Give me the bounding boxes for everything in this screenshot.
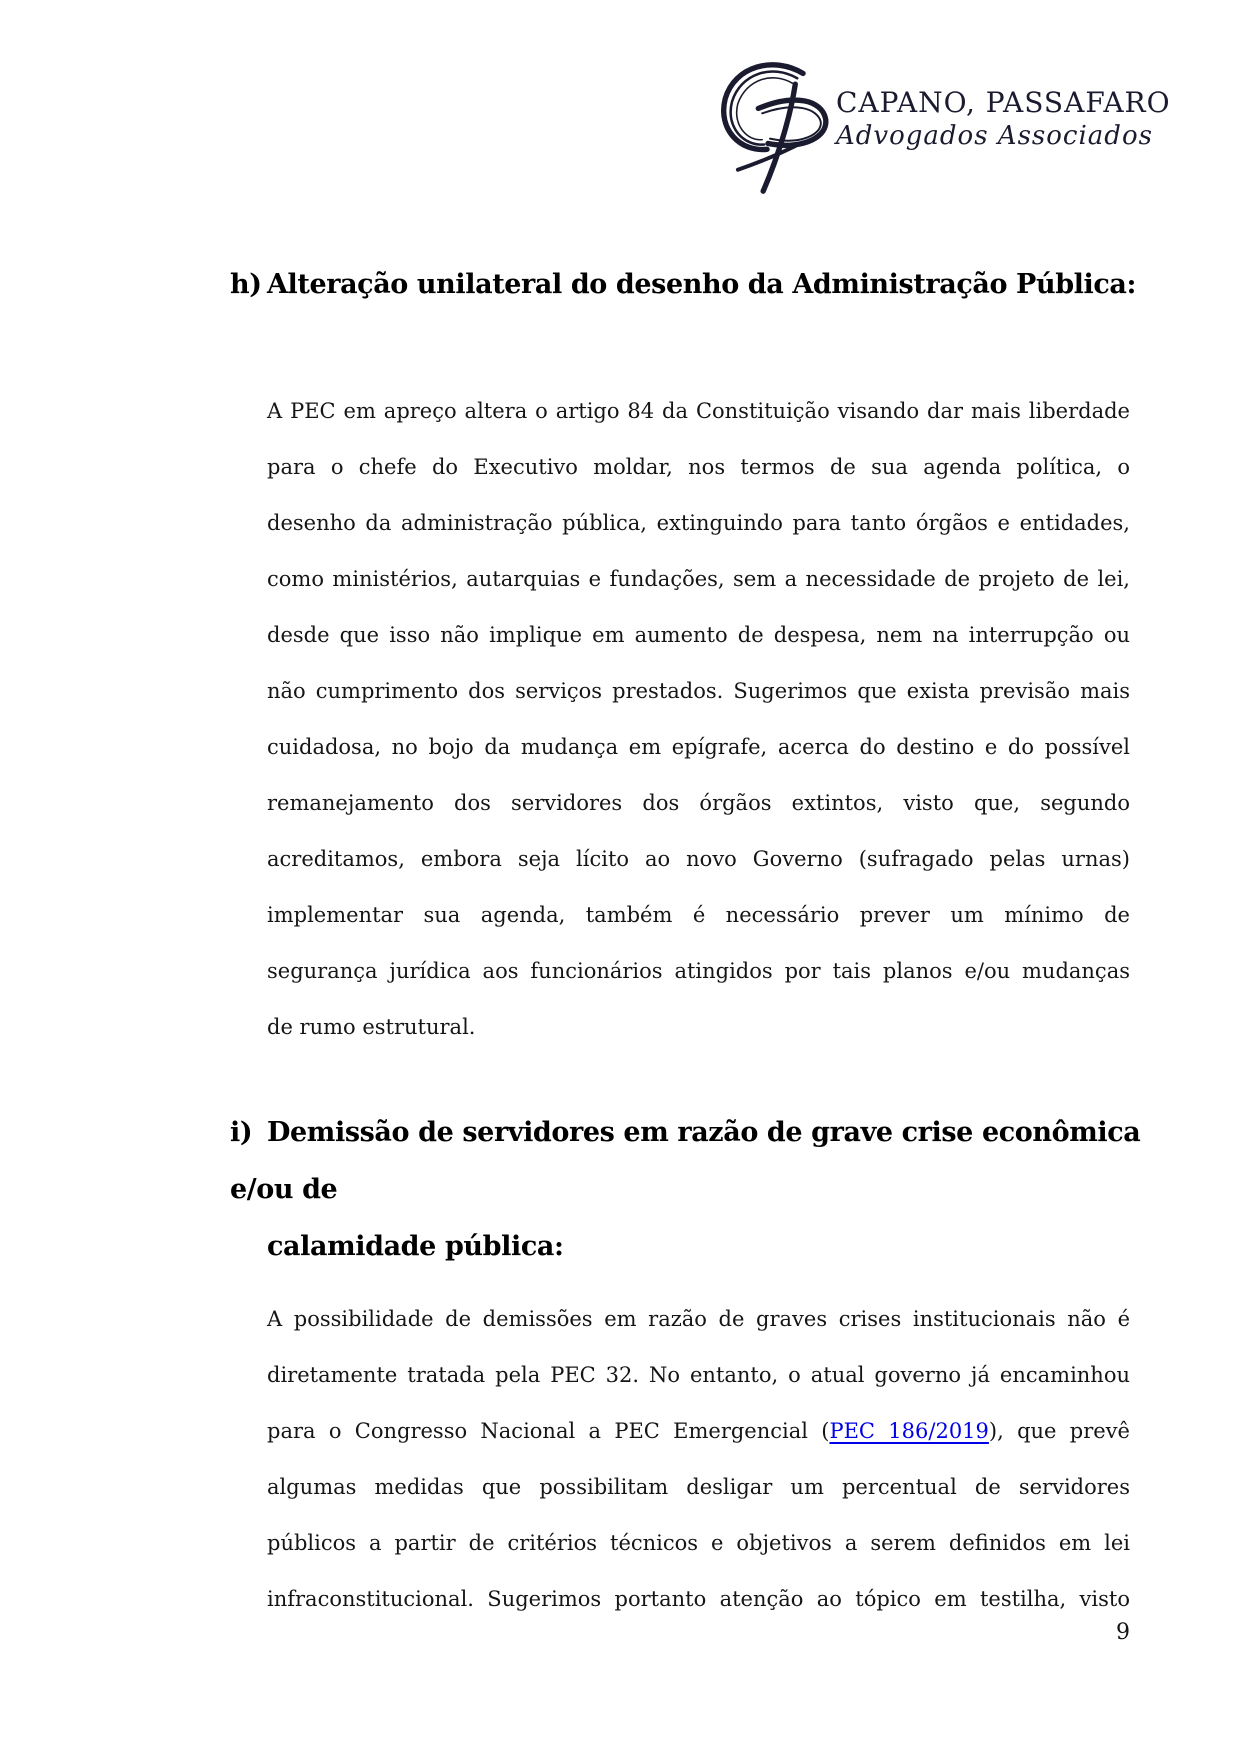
text-line: de rumo estrutural. bbox=[267, 1015, 476, 1039]
text-line: cuidadosa, no bojo da mudança em epígrafe, acerca do destino e do possível bbox=[267, 735, 1130, 759]
text-line: infraconstitucional. Sugerimos portanto atenção ao tópico em testilha, visto bbox=[267, 1587, 1130, 1611]
law-firm-logo bbox=[703, 50, 1171, 200]
logo-firm-name: CAPANO, PASSAFARO bbox=[836, 86, 1171, 119]
section-h-paragraph bbox=[267, 383, 1130, 1055]
text-line: segurança jurídica aos funcionários atingidos por tais planos e/ou mudanças bbox=[267, 959, 1130, 983]
text-line: desde que isso não implique em aumento de despesa, nem na interrupção ou bbox=[267, 623, 1130, 647]
cp-monogram-icon bbox=[703, 52, 835, 198]
text-line: implementar sua agenda, também é necessário prever um mínimo de bbox=[267, 903, 1130, 927]
pec-186-2019-link[interactable]: PEC 186/2019 bbox=[829, 1419, 989, 1443]
section-h-title: Alteração unilateral do desenho da Administração Pública: bbox=[267, 269, 1137, 300]
page-number: 9 bbox=[1116, 1620, 1130, 1645]
text-line: algumas medidas que possibilitam desligar um percentual de servidores bbox=[267, 1475, 1130, 1499]
section-i-label: i) bbox=[230, 1117, 253, 1148]
text-line: A PEC em apreço altera o artigo 84 da Constituição visando dar mais liberdade bbox=[267, 399, 1130, 423]
text-line bbox=[267, 1403, 1130, 1459]
text-segment: ), que prevê bbox=[988, 1419, 1130, 1443]
section-h-heading bbox=[230, 256, 1190, 313]
text-segment: para o Congresso Nacional a PEC Emergencial ( bbox=[267, 1419, 830, 1443]
section-i-paragraph bbox=[267, 1291, 1130, 1627]
logo-text-block bbox=[836, 86, 1171, 151]
logo-subtitle: Advogados Associados bbox=[836, 121, 1153, 151]
text-line: desenho da administração pública, extinguindo para tanto órgãos e entidades, bbox=[267, 511, 1130, 535]
section-i-title-line2: calamidade pública: bbox=[267, 1231, 564, 1262]
text-line: remanejamento dos servidores dos órgãos extintos, visto que, segundo bbox=[267, 791, 1130, 815]
text-line: para o chefe do Executivo moldar, nos termos de sua agenda política, o bbox=[267, 455, 1130, 479]
text-line: como ministérios, autarquias e fundações, sem a necessidade de projeto de lei, bbox=[267, 567, 1130, 591]
text-line: acreditamos, embora seja lícito ao novo Governo (sufragado pelas urnas) bbox=[267, 847, 1130, 871]
section-i-title-line1: Demissão de servidores em razão de grave crise econômica e/ou de bbox=[230, 1117, 1141, 1205]
text-line: públicos a partir de critérios técnicos e objetivos a serem definidos em lei bbox=[267, 1531, 1130, 1555]
text-line: não cumprimento dos serviços prestados. Sugerimos que exista previsão mais bbox=[267, 679, 1130, 703]
text-line: A possibilidade de demissões em razão de graves crises institucionais não é bbox=[267, 1307, 1130, 1331]
text-line: diretamente tratada pela PEC 32. No entanto, o atual governo já encaminhou bbox=[267, 1363, 1130, 1387]
section-h-label: h) bbox=[230, 269, 262, 300]
section-i-heading bbox=[230, 1104, 1190, 1275]
